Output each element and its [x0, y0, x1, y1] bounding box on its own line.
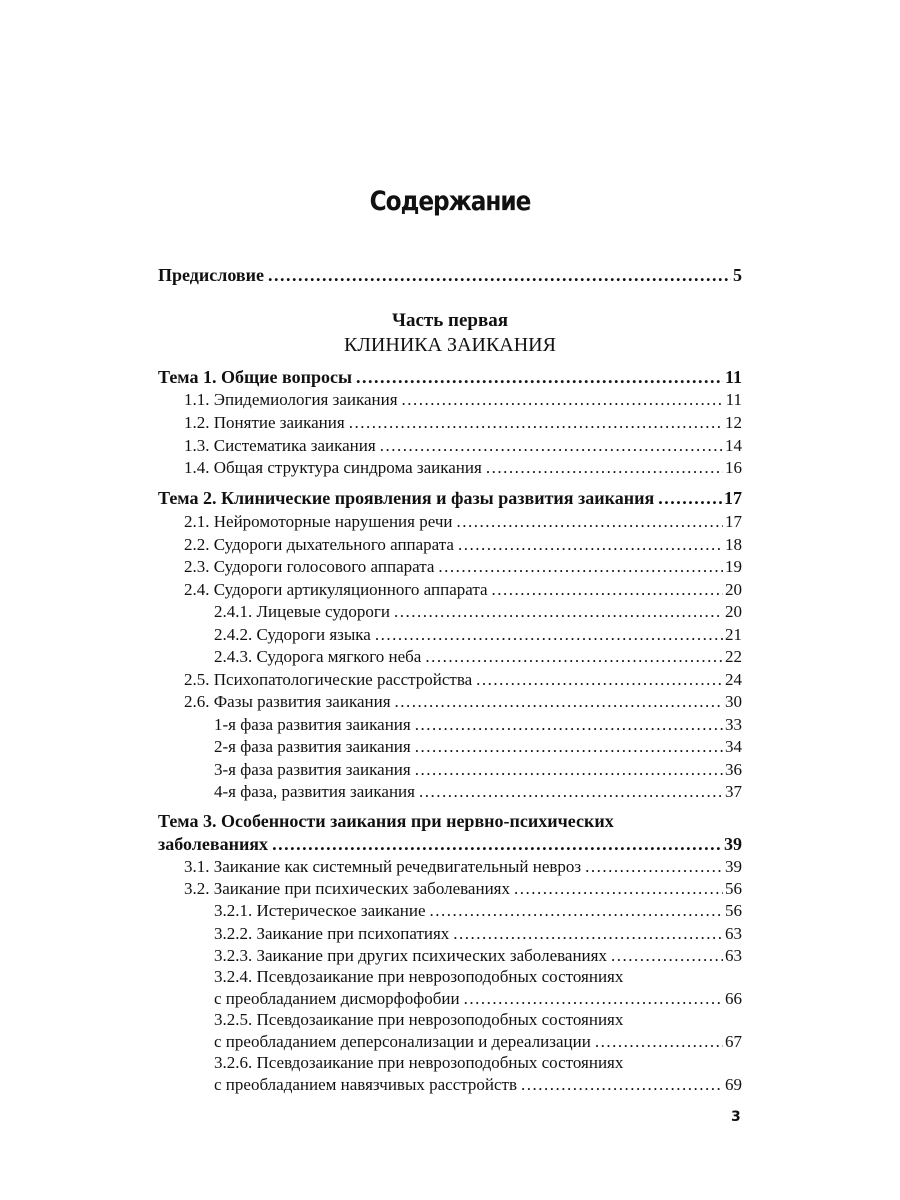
toc-entry-page: 14 — [725, 436, 742, 455]
leader-dots — [415, 714, 723, 736]
toc-entry[interactable] — [214, 988, 742, 1010]
leader-dots — [438, 556, 723, 578]
toc-entry-label: с преобладанием деперсонализации и дереализации — [214, 1032, 591, 1051]
toc-entry-label: Тема 1. Общие вопросы — [158, 367, 353, 387]
toc-entry-label: 3-я фаза развития заикания — [214, 760, 411, 779]
leader-dots — [514, 878, 723, 900]
toc-entry-label: 2.1. Нейромоторные нарушения речи — [184, 512, 453, 531]
toc-entry-page: 30 — [725, 692, 742, 711]
toc-entry-page: 20 — [725, 602, 742, 621]
toc-entry-page: 22 — [725, 647, 742, 666]
toc-entry-page: 19 — [725, 557, 742, 576]
leader-dots — [425, 646, 723, 668]
toc-entry[interactable] — [214, 601, 742, 623]
toc-entry-label: 1.4. Общая структура синдрома заикания — [184, 458, 482, 477]
toc-entry[interactable] — [214, 624, 742, 646]
toc-entry-line1[interactable]: 3.2.4. Псевдозаикание при неврозоподобных состояниях — [214, 967, 624, 986]
toc-entry[interactable] — [184, 389, 742, 411]
toc-topic-3-line1[interactable]: Тема 3. Особенности заикания при нервно-психических — [158, 811, 614, 831]
toc-entry[interactable] — [214, 900, 742, 922]
toc-entry-page: 39 — [725, 857, 742, 876]
toc-topic-1[interactable] — [158, 366, 742, 388]
toc-entry-label: с преобладанием навязчивых расстройств — [214, 1075, 517, 1094]
toc-entry-page: 12 — [725, 413, 742, 432]
toc-entry-label: 2.5. Психопатологические расстройства — [184, 670, 473, 689]
toc-topic-3[interactable] — [158, 833, 742, 855]
toc-entry-label: 3.2.3. Заикание при других психических заболеваниях — [214, 946, 607, 965]
toc-entry-label: 3.2.2. Заикание при психопатиях — [214, 924, 450, 943]
page-number: 3 — [731, 1109, 741, 1125]
toc-entry[interactable] — [184, 511, 742, 533]
leader-dots — [658, 487, 722, 509]
toc-page — [158, 0, 742, 1200]
leader-dots — [611, 945, 723, 967]
toc-entry[interactable] — [214, 945, 742, 967]
toc-entry[interactable] — [184, 856, 742, 878]
leader-dots — [458, 534, 723, 556]
leader-dots — [430, 900, 723, 922]
toc-entry-page: 63 — [725, 924, 742, 943]
leader-dots — [521, 1074, 723, 1096]
toc-entry-page: 11 — [725, 390, 742, 409]
toc-entry-label: 2-я фаза развития заикания — [214, 737, 411, 756]
leader-dots — [453, 923, 723, 945]
leader-dots — [380, 435, 723, 457]
toc-entry-page: 36 — [725, 760, 742, 779]
toc-entry-page: 67 — [725, 1032, 742, 1051]
toc-entry[interactable] — [214, 646, 742, 668]
toc-entry-page: 17 — [725, 512, 742, 531]
toc-entry[interactable] — [184, 878, 742, 900]
leader-dots — [394, 601, 723, 623]
leader-dots — [585, 856, 723, 878]
toc-entry-preface[interactable] — [158, 264, 742, 286]
toc-entry-label: 1-я фаза развития заикания — [214, 715, 411, 734]
toc-entry[interactable] — [214, 781, 742, 803]
toc-topic-2[interactable] — [158, 487, 742, 509]
toc-entry-page: 5 — [733, 265, 742, 285]
toc-entry[interactable] — [184, 412, 742, 434]
toc-entry-label: 2.3. Судороги голосового аппарата — [184, 557, 435, 576]
page-title: Содержание — [369, 186, 531, 217]
leader-dots — [402, 389, 724, 411]
toc-entry[interactable] — [214, 1074, 742, 1096]
leader-dots — [375, 624, 723, 646]
toc-entry[interactable] — [214, 736, 742, 758]
leader-dots — [595, 1031, 723, 1053]
leader-dots — [356, 366, 723, 388]
toc-entry-label: 2.4.2. Судороги языка — [214, 625, 371, 644]
toc-entry-label: 3.2. Заикание при психических заболеваниях — [184, 879, 510, 898]
toc-entry[interactable] — [214, 714, 742, 736]
toc-entry-page: 21 — [725, 625, 742, 644]
toc-entry-label: Тема 2. Клинические проявления и фазы развития заикания — [158, 488, 655, 508]
toc-entry[interactable] — [184, 457, 742, 479]
toc-entry[interactable] — [184, 669, 742, 691]
toc-entry-label: Предисловие — [158, 265, 264, 285]
toc-entry-label: 2.4.1. Лицевые судороги — [214, 602, 390, 621]
toc-entry-label: 2.6. Фазы развития заикания — [184, 692, 391, 711]
part-subheading: КЛИНИКА ЗАИКАНИЯ — [344, 334, 556, 356]
toc-entry[interactable] — [184, 579, 742, 601]
leader-dots — [492, 579, 723, 601]
toc-entry-label: 3.1. Заикание как системный речедвигательный невроз — [184, 857, 582, 876]
toc-entry-label: с преобладанием дисморфофобии — [214, 989, 460, 1008]
toc-entry[interactable] — [214, 923, 742, 945]
toc-entry-line1[interactable]: 3.2.5. Псевдозаикание при неврозоподобных состояниях — [214, 1010, 624, 1029]
toc-entry[interactable] — [184, 556, 742, 578]
toc-entry-page: 39 — [724, 834, 742, 854]
toc-entry[interactable] — [214, 1031, 742, 1053]
toc-entry-label: 2.4. Судороги артикуляционного аппарата — [184, 580, 488, 599]
leader-dots — [464, 988, 723, 1010]
toc-entry[interactable] — [214, 759, 742, 781]
toc-entry-page: 37 — [725, 782, 742, 801]
toc-entry[interactable] — [184, 435, 742, 457]
leader-dots — [415, 736, 723, 758]
toc-entry-label: 1.1. Эпидемиология заикания — [184, 390, 398, 409]
toc-entry-page: 24 — [725, 670, 742, 689]
toc-entry-label: 4-я фаза, развития заикания — [214, 782, 415, 801]
toc-entry-page: 20 — [725, 580, 742, 599]
toc-entry-page: 33 — [725, 715, 742, 734]
toc-entry[interactable] — [184, 534, 742, 556]
leader-dots — [395, 691, 723, 713]
toc-entry-label: 2.4.3. Судорога мягкого неба — [214, 647, 422, 666]
toc-entry-label: 2.2. Судороги дыхательного аппарата — [184, 535, 454, 554]
toc-entry-page: 63 — [725, 946, 742, 965]
toc-entry[interactable] — [184, 691, 742, 713]
toc-entry-label: 1.3. Систематика заикания — [184, 436, 376, 455]
toc-entry-label: заболеваниях — [158, 834, 269, 854]
leader-dots — [476, 669, 723, 691]
toc-entry-label: 3.2.1. Истерическое заикание — [214, 901, 426, 920]
toc-entry-page: 56 — [725, 901, 742, 920]
toc-entry-page: 11 — [724, 367, 742, 387]
leader-dots — [268, 264, 731, 286]
leader-dots — [486, 457, 723, 479]
leader-dots — [349, 412, 723, 434]
toc-entry-page: 18 — [725, 535, 742, 554]
leader-dots — [457, 511, 724, 533]
toc-entry-line1[interactable]: 3.2.6. Псевдозаикание при неврозоподобных состояниях — [214, 1053, 624, 1072]
toc-entry-page: 69 — [725, 1075, 742, 1094]
toc-entry-page: 16 — [725, 458, 742, 477]
leader-dots — [419, 781, 723, 803]
toc-entry-page: 66 — [725, 989, 742, 1008]
toc-entry-page: 17 — [724, 488, 742, 508]
part-heading: Часть первая — [392, 310, 508, 331]
toc-entry-label: 1.2. Понятие заикания — [184, 413, 345, 432]
leader-dots — [272, 833, 722, 855]
toc-entry-page: 34 — [725, 737, 742, 756]
leader-dots — [415, 759, 723, 781]
toc-entry-page: 56 — [725, 879, 742, 898]
